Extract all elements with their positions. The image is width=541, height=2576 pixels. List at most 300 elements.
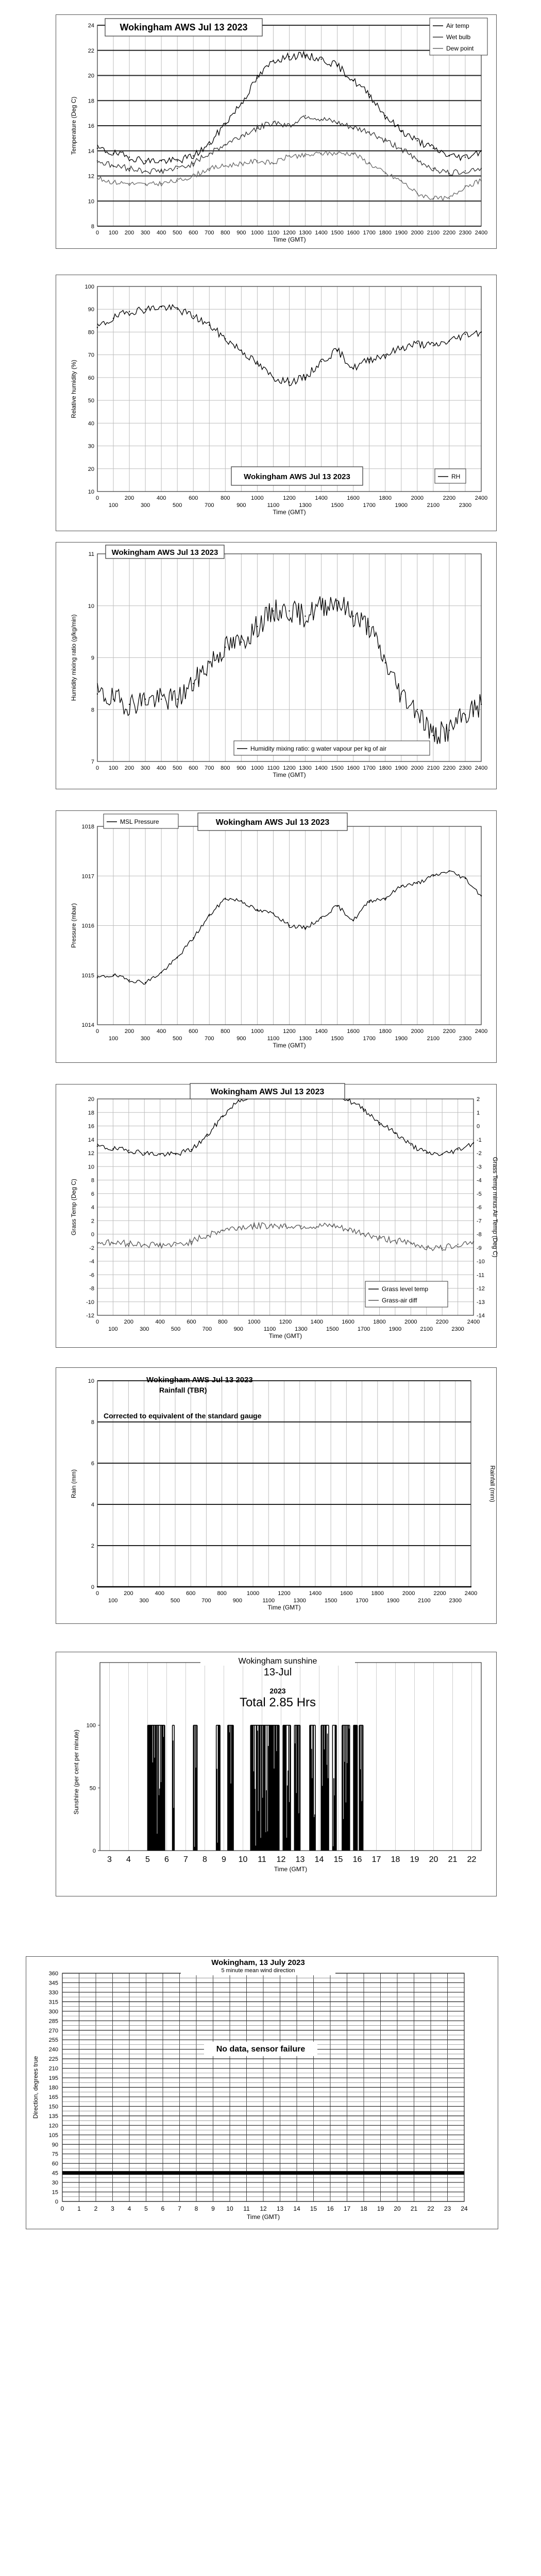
data-point <box>209 325 210 326</box>
y-tick-label: 30 <box>88 443 94 450</box>
data-point <box>289 56 290 57</box>
y-tick-label: 12 <box>88 173 94 180</box>
x-tick-label: 18 <box>360 2205 367 2212</box>
x-tick-label: 19 <box>377 2205 384 2212</box>
data-point <box>161 307 162 308</box>
data-point <box>289 125 290 126</box>
data-point <box>449 155 450 156</box>
y-tick-label: 12 <box>88 1150 94 1157</box>
data-point <box>145 171 146 172</box>
x-tick-label: 1900 <box>386 1598 400 1604</box>
y-tick-label: 90 <box>88 307 94 313</box>
data-point <box>113 975 114 976</box>
y-axis-label: Rain (mm) <box>70 1469 77 1498</box>
x-tick-label: 2300 <box>459 765 472 771</box>
x-tick-label: 100 <box>108 765 119 771</box>
x-tick-label: 1600 <box>347 1028 360 1035</box>
data-point <box>129 168 130 169</box>
data-point <box>401 693 402 694</box>
y-tick-label: 180 <box>48 2084 58 2091</box>
x-tick-label: 2200 <box>435 1319 449 1325</box>
x-tick-label: 10 <box>238 1855 248 1864</box>
data-point <box>113 181 114 182</box>
y-axis-label: Relative humidity (%) <box>70 360 77 418</box>
data-point <box>177 309 178 310</box>
x-tick-label: 2100 <box>427 765 440 771</box>
y-tick-label: 225 <box>48 2056 58 2063</box>
data-point <box>352 616 353 617</box>
data-point <box>481 180 482 181</box>
x-tick-label: 20 <box>394 2205 401 2212</box>
data-point <box>465 334 466 335</box>
sunshine-bar <box>148 1725 165 1851</box>
y-tick-label: 1014 <box>81 1022 94 1028</box>
x-tick-label: 16 <box>327 2205 334 2212</box>
x-tick-label: 900 <box>236 502 246 509</box>
x-tick-label: 600 <box>189 1028 198 1035</box>
y-tick-label: -4 <box>89 1259 94 1265</box>
sunshine-bar <box>228 1725 233 1851</box>
x-tick-label: 0 <box>95 230 99 236</box>
data-point <box>113 699 114 700</box>
data-point <box>426 1246 427 1247</box>
x-tick-label: 1300 <box>299 765 312 771</box>
x-tick-label: 2200 <box>433 1590 446 1597</box>
y-tick-label: 50 <box>88 398 94 404</box>
data-point <box>385 115 386 116</box>
data-point <box>273 163 274 164</box>
x-tick-label: 400 <box>155 1319 165 1325</box>
data-point <box>225 647 226 648</box>
x-tick-label: 200 <box>124 1319 134 1325</box>
data-point <box>369 163 370 164</box>
data-point <box>305 155 306 156</box>
data-point <box>241 350 242 351</box>
data-point <box>401 130 402 131</box>
y-tick-label: 10 <box>88 1164 94 1171</box>
y-tick-label: 60 <box>88 375 94 381</box>
x-tick-label: 10 <box>226 2205 233 2212</box>
y-right-tick-label: -6 <box>477 1205 482 1211</box>
x-tick-label: 500 <box>173 502 182 509</box>
x-tick-label: 1300 <box>295 1326 308 1332</box>
y-right-tick-label: -12 <box>477 1285 485 1292</box>
data-point <box>473 1241 474 1242</box>
data-point <box>225 338 226 340</box>
data-point <box>379 1238 380 1239</box>
data-point <box>457 1244 458 1245</box>
x-tick-label: 1 <box>77 2205 81 2212</box>
data-point <box>222 1115 223 1116</box>
x-tick-label: 800 <box>221 495 230 501</box>
data-point <box>257 128 258 129</box>
data-point <box>161 171 162 172</box>
sunshine-chart-panel <box>56 1652 497 1896</box>
x-tick-label: 1600 <box>347 765 360 771</box>
x-tick-label: 13 <box>295 1855 305 1864</box>
x-tick-label: 5 <box>144 2205 148 2212</box>
data-point <box>241 135 242 136</box>
x-tick-label: 21 <box>410 2205 418 2212</box>
y-tick-label: 6 <box>91 1461 94 1467</box>
data-point <box>209 152 210 154</box>
y-right-tick-label: 2 <box>477 1096 480 1103</box>
data-point <box>433 148 434 149</box>
data-point <box>257 160 258 161</box>
y-tick-label: 195 <box>48 2075 58 2082</box>
x-tick-label: 2100 <box>418 1598 431 1604</box>
y-right-axis-label: Rainfall (mm) <box>489 1465 496 1502</box>
data-point <box>417 140 418 141</box>
data-point <box>417 709 418 710</box>
temperature-chart <box>56 15 496 248</box>
data-point <box>401 885 402 886</box>
x-tick-label: 12 <box>260 2205 267 2212</box>
x-tick-label: 1300 <box>299 1036 312 1042</box>
data-point <box>225 897 226 899</box>
y-tick-label: 165 <box>48 2094 58 2100</box>
data-point <box>97 178 98 179</box>
data-point <box>320 605 322 606</box>
x-tick-label: 1200 <box>283 1028 296 1035</box>
data-point <box>395 1132 396 1133</box>
data-point <box>285 1226 286 1227</box>
data-point <box>336 123 337 124</box>
pressure-chart <box>56 811 496 1062</box>
wind-direction-chart <box>26 1957 497 2228</box>
y-tick-label: -12 <box>86 1313 94 1319</box>
y-tick-label: 18 <box>88 1110 94 1116</box>
x-tick-label: 1300 <box>293 1598 306 1604</box>
y-axis-label: Grass Temp (Deg C) <box>70 1179 77 1235</box>
x-tick-label: 15 <box>333 1855 343 1864</box>
x-tick-label: 1100 <box>262 1598 275 1604</box>
x-tick-label: 700 <box>205 765 214 771</box>
x-tick-label: 300 <box>140 1036 150 1042</box>
y-tick-label: 255 <box>48 2037 58 2044</box>
y-tick-label: 135 <box>48 2113 58 2120</box>
data-point <box>449 870 450 871</box>
x-tick-label: 2200 <box>443 1028 456 1035</box>
data-point <box>385 140 386 141</box>
data-point <box>442 1248 443 1249</box>
data-point <box>385 662 386 663</box>
x-tick-label: 1200 <box>283 765 296 771</box>
data-point <box>144 1244 145 1245</box>
data-point <box>145 184 146 185</box>
sunshine-bar <box>173 1725 175 1851</box>
data-point <box>128 1243 129 1244</box>
y-tick-label: 45 <box>52 2170 58 2177</box>
x-tick-label: 700 <box>202 1326 212 1332</box>
data-point <box>305 616 306 617</box>
data-point <box>289 382 290 383</box>
data-point <box>241 900 242 901</box>
x-tick-label: 1500 <box>326 1326 339 1332</box>
data-point <box>336 905 337 906</box>
x-tick-label: 300 <box>140 502 150 509</box>
x-tick-label: 1400 <box>315 495 328 501</box>
x-tick-label: 24 <box>461 2205 468 2212</box>
data-point <box>159 1154 160 1155</box>
data-point <box>145 699 146 700</box>
data-point <box>417 883 418 884</box>
y-tick-label: 100 <box>86 1722 96 1729</box>
data-point <box>193 937 194 938</box>
legend-label: Dew point <box>446 45 474 52</box>
data-point <box>222 1229 223 1230</box>
x-tick-label: 1900 <box>395 230 408 236</box>
data-point <box>191 1149 192 1150</box>
data-point <box>193 175 194 176</box>
y-tick-label: 1016 <box>81 923 94 929</box>
y-tick-label: 30 <box>52 2180 58 2187</box>
y-right-tick-label: 0 <box>477 1123 480 1130</box>
x-tick-label: 15 <box>310 2205 317 2212</box>
data-point <box>225 144 226 145</box>
data-point <box>352 368 353 369</box>
y-tick-label: 20 <box>88 73 94 79</box>
y-right-tick-label: -5 <box>477 1191 482 1197</box>
chart-title: Wokingham AWS Jul 13 2023 <box>215 818 330 827</box>
y-axis-label: Direction, degrees true <box>32 2056 39 2119</box>
data-point <box>241 103 242 104</box>
data-point <box>225 123 226 124</box>
x-tick-label: 22 <box>427 2205 434 2212</box>
data-point <box>97 1146 98 1147</box>
data-point <box>289 155 290 156</box>
data-point <box>385 173 386 174</box>
x-tick-label: 1000 <box>251 765 264 771</box>
y-tick-label: 14 <box>88 148 94 155</box>
x-tick-label: 6 <box>164 1855 169 1864</box>
y-tick-label: 285 <box>48 2018 58 2025</box>
x-tick-label: 1800 <box>371 1590 384 1597</box>
y-tick-label: 18 <box>88 98 94 105</box>
y-tick-label: 345 <box>48 1980 58 1987</box>
data-point <box>273 60 274 61</box>
y-tick-label: 9 <box>91 655 94 662</box>
data-point <box>112 1242 113 1243</box>
data-point <box>336 600 337 601</box>
y-tick-label: 0 <box>91 1231 94 1238</box>
y-axis-label: Pressure (mbar) <box>70 903 77 948</box>
y-tick-label: 7 <box>91 759 94 765</box>
legend-label: MSL Pressure <box>120 818 159 825</box>
x-tick-label: 2000 <box>411 1028 424 1035</box>
data-point <box>97 693 98 694</box>
data-point <box>257 910 258 911</box>
y-tick-label: 1015 <box>81 972 94 979</box>
x-tick-label: 700 <box>205 1036 214 1042</box>
x-tick-label: 20 <box>429 1855 438 1864</box>
data-point <box>113 152 114 154</box>
y-right-tick-label: -11 <box>477 1272 485 1279</box>
legend-label: Grass level temp <box>382 1285 429 1293</box>
data-point <box>369 359 370 360</box>
y-tick-label: 1018 <box>81 824 94 830</box>
x-tick-label: 1400 <box>315 765 328 771</box>
x-tick-label: 400 <box>156 230 166 236</box>
x-tick-label: 1300 <box>299 230 312 236</box>
y-tick-label: 0 <box>91 1584 94 1590</box>
y-tick-label: 150 <box>48 2104 58 2110</box>
data-point <box>97 1586 98 1587</box>
data-point <box>129 183 130 184</box>
x-tick-label: 8 <box>194 2205 198 2212</box>
x-tick-label: 900 <box>236 230 246 236</box>
x-tick-label: 1600 <box>347 495 360 501</box>
sunshine-bar <box>353 1725 357 1851</box>
chart-title: Wokingham AWS Jul 13 2023 <box>210 1088 325 1096</box>
data-point <box>433 875 434 876</box>
x-tick-label: 900 <box>233 1326 243 1332</box>
x-tick-label: 1100 <box>267 765 280 771</box>
x-tick-label: 1700 <box>357 1326 370 1332</box>
y-right-tick-label: -13 <box>477 1299 485 1306</box>
data-point <box>257 77 258 78</box>
data-point <box>97 977 98 978</box>
data-point <box>128 1150 129 1151</box>
y-tick-label: 6 <box>91 1191 94 1197</box>
x-tick-label: 2100 <box>427 1036 440 1042</box>
data-point <box>385 897 386 899</box>
data-point <box>225 165 226 166</box>
x-tick-label: 1700 <box>363 502 376 509</box>
data-point <box>363 1108 364 1109</box>
x-tick-label: 500 <box>173 765 182 771</box>
data-point <box>161 972 162 973</box>
x-tick-label: 14 <box>314 1855 324 1864</box>
x-tick-label: 2000 <box>411 765 424 771</box>
x-tick-label: 1100 <box>267 1036 280 1042</box>
sunshine-chart <box>56 1652 496 1895</box>
y-right-tick-label: -9 <box>477 1245 482 1251</box>
x-tick-label: 4 <box>127 2205 131 2212</box>
y-tick-label: 360 <box>48 1971 58 1977</box>
data-point <box>385 354 386 355</box>
y-tick-label: 16 <box>88 123 94 129</box>
sunshine-bar <box>310 1725 315 1851</box>
data-point <box>193 683 194 684</box>
data-point <box>207 1235 208 1236</box>
data-point <box>417 343 418 344</box>
y-tick-label: 15 <box>52 2189 58 2196</box>
data-point <box>336 350 337 351</box>
y-tick-label: 300 <box>48 2008 58 2015</box>
data-point <box>305 115 306 116</box>
y-tick-label: -8 <box>89 1285 94 1292</box>
chart-annotation: Corrected to equivalent of the standard gauge <box>104 1412 262 1420</box>
x-tick-label: 300 <box>140 230 150 236</box>
x-tick-label: 300 <box>139 1598 149 1604</box>
x-tick-label: 900 <box>236 765 246 771</box>
x-tick-label: 1400 <box>310 1319 324 1325</box>
x-tick-label: 1200 <box>283 495 296 501</box>
data-point <box>129 157 130 158</box>
sunshine-bar <box>321 1725 329 1851</box>
x-tick-label: 300 <box>140 1326 149 1332</box>
y-tick-label: 10 <box>88 198 94 205</box>
x-tick-label: 14 <box>293 2205 300 2212</box>
x-tick-label: 100 <box>108 1326 118 1332</box>
y-tick-label: 330 <box>48 1989 58 1996</box>
x-tick-label: 400 <box>155 1590 165 1597</box>
x-tick-label: 2000 <box>411 230 424 236</box>
x-tick-label: 700 <box>205 230 214 236</box>
y-tick-label: 4 <box>91 1502 94 1508</box>
x-tick-label: 1800 <box>379 1028 392 1035</box>
x-tick-label: 2400 <box>475 1028 488 1035</box>
x-axis-label: Time (GMT) <box>268 1332 302 1340</box>
x-tick-label: 400 <box>156 765 166 771</box>
y-tick-label: 20 <box>88 466 94 472</box>
x-tick-label: 1500 <box>331 1036 344 1042</box>
x-tick-label: 1700 <box>356 1598 368 1604</box>
y-tick-label: 16 <box>88 1123 94 1130</box>
data-point <box>347 1229 348 1230</box>
x-tick-label: 2100 <box>427 502 440 509</box>
data-point <box>417 193 418 194</box>
y-tick-label: 8 <box>91 707 94 714</box>
data-point <box>320 119 322 120</box>
y-tick-label: -6 <box>89 1272 94 1279</box>
y-tick-label: 22 <box>88 47 94 54</box>
x-tick-label: 13 <box>276 2205 284 2212</box>
y-tick-label: 60 <box>52 2161 58 2167</box>
data-point <box>144 1153 145 1154</box>
data-point <box>347 1099 348 1100</box>
data-point <box>97 160 98 161</box>
x-tick-label: 500 <box>173 1036 182 1042</box>
y-tick-label: 120 <box>48 2123 58 2129</box>
data-point <box>175 1154 176 1155</box>
x-tick-label: 2300 <box>459 230 472 236</box>
x-tick-label: 1700 <box>363 230 376 236</box>
y-tick-label: 11 <box>88 551 94 557</box>
data-point <box>129 979 130 980</box>
chart-subtitle: 13-Jul <box>263 1667 292 1678</box>
data-point <box>113 318 114 319</box>
x-tick-label: 2100 <box>420 1326 433 1332</box>
x-tick-label: 2000 <box>404 1319 417 1325</box>
x-tick-label: 200 <box>124 765 134 771</box>
y-tick-label: 270 <box>48 2027 58 2034</box>
x-tick-label: 100 <box>108 230 119 236</box>
data-point <box>177 699 178 700</box>
data-point <box>177 180 178 181</box>
x-tick-label: 3 <box>107 1855 112 1864</box>
data-point <box>305 55 306 56</box>
x-tick-label: 1900 <box>395 765 408 771</box>
data-point <box>320 152 322 154</box>
data-point <box>113 165 114 166</box>
x-tick-label: 0 <box>95 495 99 501</box>
x-tick-label: 6 <box>161 2205 165 2212</box>
x-tick-label: 1600 <box>342 1319 354 1325</box>
data-point <box>369 94 370 95</box>
x-tick-label: 1200 <box>283 230 296 236</box>
chart-annotation: No data, sensor failure <box>216 2044 306 2054</box>
data-point <box>177 957 178 958</box>
x-tick-label: 1700 <box>363 765 376 771</box>
data-point <box>193 315 194 316</box>
x-tick-label: 2300 <box>449 1598 462 1604</box>
x-tick-label: 200 <box>124 230 134 236</box>
y-tick-label: 100 <box>84 284 94 290</box>
x-tick-label: 2400 <box>475 495 488 501</box>
x-tick-label: 400 <box>156 1028 166 1035</box>
